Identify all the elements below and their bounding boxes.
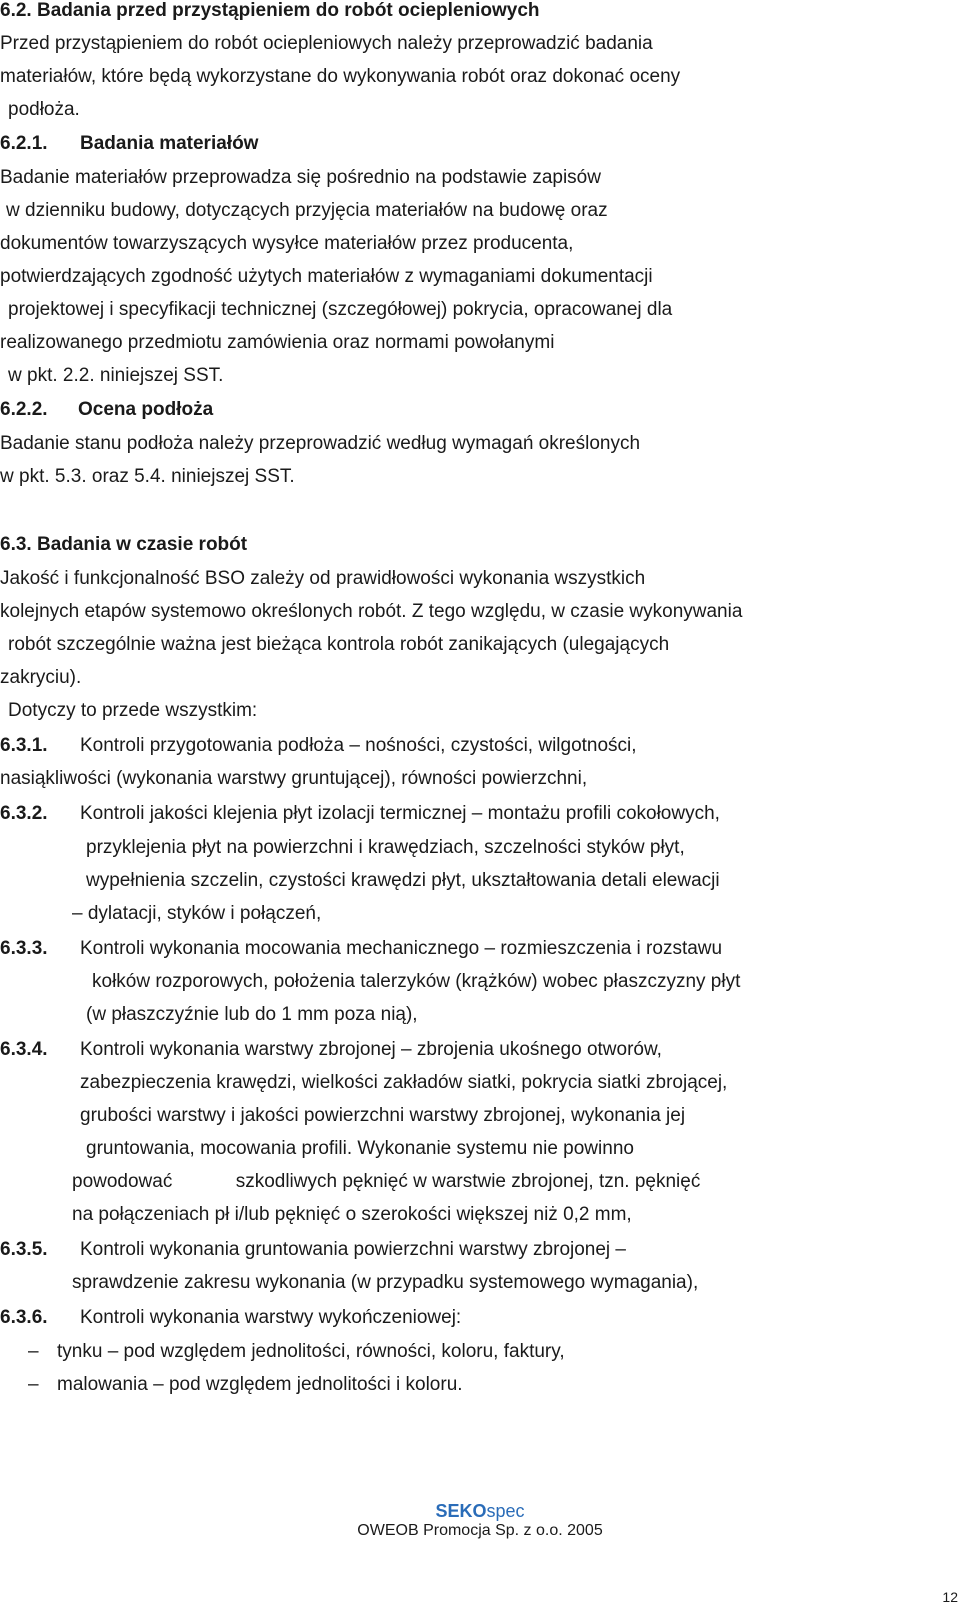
paragraph-line: w dzienniku budowy, dotyczących przyjęcia materiałów na budowę oraz (6, 200, 608, 221)
item-text: Kontroli wykonania warstwy zbrojonej – zbrojenia ukośnego otworów, (80, 1039, 662, 1060)
item-text: Kontroli przygotowania podłoża – nośności, czystości, wilgotności, (80, 735, 637, 756)
logo-part-bold: SEKO (435, 1501, 487, 1521)
bullet-item (0, 1372, 463, 1398)
item-6-3-2 (0, 801, 720, 827)
subsection-number: 6.2.1. (0, 133, 48, 154)
item-line: powodować szkodliwych pęknięć w warstwie zbrojonej, tzn. pęknięć (72, 1171, 701, 1192)
paragraph-line: Przed przystąpieniem do robót ociepleniowych należy przeprowadzić badania (0, 33, 653, 54)
item-text: Kontroli jakości klejenia płyt izolacji termicznej – montażu profili cokołowych, (80, 803, 720, 824)
paragraph-line: projektowej i specyfikacji technicznej (szczegółowej) pokrycia, opracowanej dla (8, 299, 673, 320)
item-6-3-3 (0, 936, 722, 962)
subsection-number: 6.2.2. (0, 399, 48, 420)
item-text: Kontroli wykonania gruntowania powierzchni warstwy zbrojonej – (80, 1239, 626, 1260)
bullet-text: tynku – pod względem jednolitości, równości, koloru, faktury, (57, 1341, 565, 1362)
item-6-3-4 (0, 1037, 662, 1063)
item-line: zabezpieczenia krawędzi, wielkości zakładów siatki, pokrycia siatki zbrojącej, (80, 1072, 728, 1093)
item-number: 6.3.6. (0, 1307, 48, 1328)
paragraph-line: podłoża. (8, 99, 80, 120)
paragraph-line: Dotyczy to przede wszystkim: (8, 700, 258, 721)
sekospec-logo (0, 1500, 960, 1522)
paragraph-line: kolejnych etapów systemowo określonych robót. Z tego względu, w czasie wykonywania (0, 601, 743, 622)
item-line: gruntowania, mocowania profili. Wykonanie systemu nie powinno (86, 1138, 634, 1159)
dash-bullet-icon: – (28, 1374, 39, 1395)
section-heading-6-2: 6.2. Badania przed przystąpieniem do robót ociepleniowych (0, 0, 540, 21)
paragraph-line: Jakość i funkcjonalność BSO zależy od prawidłowości wykonania wszystkich (0, 568, 646, 589)
subsection-heading-6-2-1 (0, 131, 258, 157)
paragraph-line: materiałów, które będą wykorzystane do wykonywania robót oraz dokonać oceny (0, 66, 681, 87)
item-number: 6.3.3. (0, 938, 48, 959)
subsection-heading-6-2-2 (0, 397, 213, 423)
item-number: 6.3.4. (0, 1039, 48, 1060)
item-line: nasiąkliwości (wykonania warstwy gruntującej), równości powierzchni, (0, 768, 588, 789)
paragraph-line: Badanie materiałów przeprowadza się pośrednio na podstawie zapisów (0, 167, 601, 188)
bullet-item (0, 1339, 565, 1365)
subsection-title: Badania materiałów (80, 133, 259, 154)
paragraph-line: dokumentów towarzyszących wysyłce materiałów przez producenta, (0, 233, 574, 254)
item-6-3-5 (0, 1237, 626, 1263)
item-number: 6.3.1. (0, 735, 48, 756)
item-text: Kontroli wykonania mocowania mechanicznego – rozmieszczenia i rozstawu (80, 938, 723, 959)
paragraph-line: zakryciu). (0, 667, 82, 688)
item-6-3-6 (0, 1305, 461, 1331)
dash-bullet-icon: – (28, 1341, 39, 1362)
item-text: Kontroli wykonania warstwy wykończeniowej: (80, 1307, 462, 1328)
paragraph-line: realizowanego przedmiotu zamówienia oraz normami powołanymi (0, 332, 555, 353)
item-6-3-1 (0, 733, 637, 759)
item-line: wypełnienia szczelin, czystości krawędzi płyt, ukształtowania detali elewacji (86, 870, 720, 891)
bullet-text: malowania – pod względem jednolitości i koloru. (57, 1374, 463, 1395)
paragraph-line: robót szczególnie ważna jest bieżąca kontrola robót zanikających (ulegających (8, 634, 670, 655)
item-line: przyklejenia płyt na powierzchni i krawędziach, szczelności styków płyt, (86, 837, 685, 858)
item-line: (w płaszczyźnie lub do 1 mm poza nią), (86, 1004, 418, 1025)
page-number: 12 (942, 1589, 958, 1605)
item-number: 6.3.5. (0, 1239, 48, 1260)
paragraph-line: potwierdzających zgodność użytych materiałów z wymaganiami dokumentacji (0, 266, 653, 287)
item-line: na połączeniach pł i/lub pęknięć o szerokości większej niż 0,2 mm, (72, 1204, 632, 1225)
section-heading-6-3: 6.3. Badania w czasie robót (0, 534, 248, 555)
item-line: grubości warstwy i jakości powierzchni warstwy zbrojonej, wykonania jej (80, 1105, 686, 1126)
item-line: – dylatacji, styków i połączeń, (72, 903, 322, 924)
item-line: sprawdzenie zakresu wykonania (w przypadku systemowego wymagania), (72, 1272, 699, 1293)
paragraph-line: w pkt. 5.3. oraz 5.4. niniejszej SST. (0, 466, 295, 487)
item-number: 6.3.2. (0, 803, 48, 824)
logo-part-light: spec (486, 1501, 525, 1521)
paragraph-line: w pkt. 2.2. niniejszej SST. (8, 365, 224, 386)
subsection-title: Ocena podłoża (78, 399, 214, 420)
footer-company: OWEOB Promocja Sp. z o.o. 2005 (357, 1522, 603, 1539)
paragraph-line: Badanie stanu podłoża należy przeprowadzić według wymagań określonych (0, 433, 641, 454)
item-line: kołków rozporowych, położenia talerzyków (krążków) wobec płaszczyzny płyt (92, 971, 741, 992)
